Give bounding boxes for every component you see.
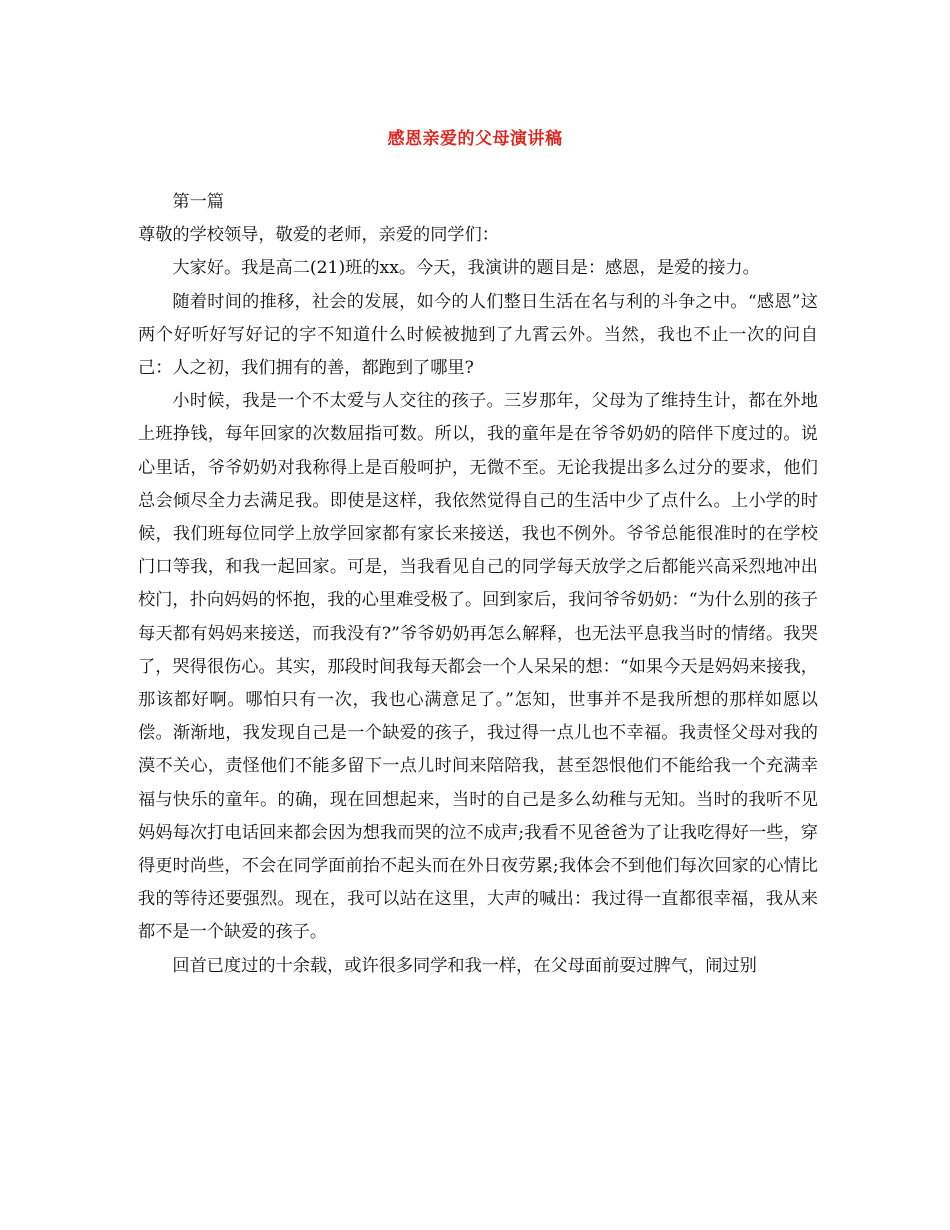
- paragraph-childhood: 小时候，我是一个不太爱与人交往的孩子。三岁那年，父母为了维持生计，都在外地上班挣钱，每年回家的次数屈指可数。所以，我的童年是在爷爷奶奶的陪伴下度过的。说心里话，爷爷奶奶对我称得上是百般呵护，无微不至。无论我提出多么过分的要求，他们总会倾尽全力去满足我。即使是这样，我依然觉得自己的生活中少了点什么。上小学的时候，我们班每位同学上放学回家都有家长来接送，我也不例外。爷爷总能很准时的在学校门口等我，和我一起回家。可是，当我看见自己的同学每天放学之后都能兴高采烈地冲出校门，扑向妈妈的怀抱，我的心里难受极了。回到家后，我问爷爷奶奶：“为什么别的孩子每天都有妈妈来接送，而我没有?”爷爷奶奶再怎么解释，也无法平息我当时的情绪。我哭了，哭得很伤心。其实，那段时间我每天都会一个人呆呆的想：“如果今天是妈妈来接我，那该都好啊。哪怕只有一次，我也心满意足了。”怎知，世事并不是我所想的那样如愿以偿。渐渐地，我发现自己是一个缺爱的孩子，我过得一点儿也不幸福。我责怪父母对我的漠不关心，责怪他们不能多留下一点儿时间来陪陪我，甚至怨恨他们不能给我一个充满幸福与快乐的童年。的确，现在回想起来，当时的自己是多么幼稚与无知。当时的我听不见妈妈每次打电话回来都会因为想我而哭的泣不成声;我看不见爸爸为了让我吃得好一些，穿得更时尚些，不会在同学面前抬不起头而在外日夜劳累;我体会不到他们每次回家的心情比我的等待还要强烈。现在，我可以站在这里，大声的喊出：我过得一直都很幸福，我从来都不是一个缺爱的孩子。: [138, 391, 818, 943]
- paragraph-salutation: 尊敬的学校领导，敬爱的老师，亲爱的同学们：: [138, 225, 499, 246]
- paragraph-reflection: 回首已度过的十余载，或许很多同学和我一样，在父母面前耍过脾气，闹过别: [172, 955, 757, 976]
- paragraph-intro: 随着时间的推移，社会的发展，如今的人们整日生活在名与利的斗争之中。“感恩”这两个好听好写好记的字不知道什么时候被抛到了九霄云外。当然，我也不止一次的问自己：人之初，我们拥有的善，都跑到了哪里?: [138, 291, 818, 379]
- section-label: 第一篇: [172, 192, 224, 212]
- document-body: [138, 186, 818, 983]
- document-title: 感恩亲爱的父母演讲稿: [387, 129, 563, 149]
- paragraph-greeting: 大家好。我是高二(21)班的xx。今天，我演讲的题目是：感恩，是爱的接力。: [172, 258, 760, 279]
